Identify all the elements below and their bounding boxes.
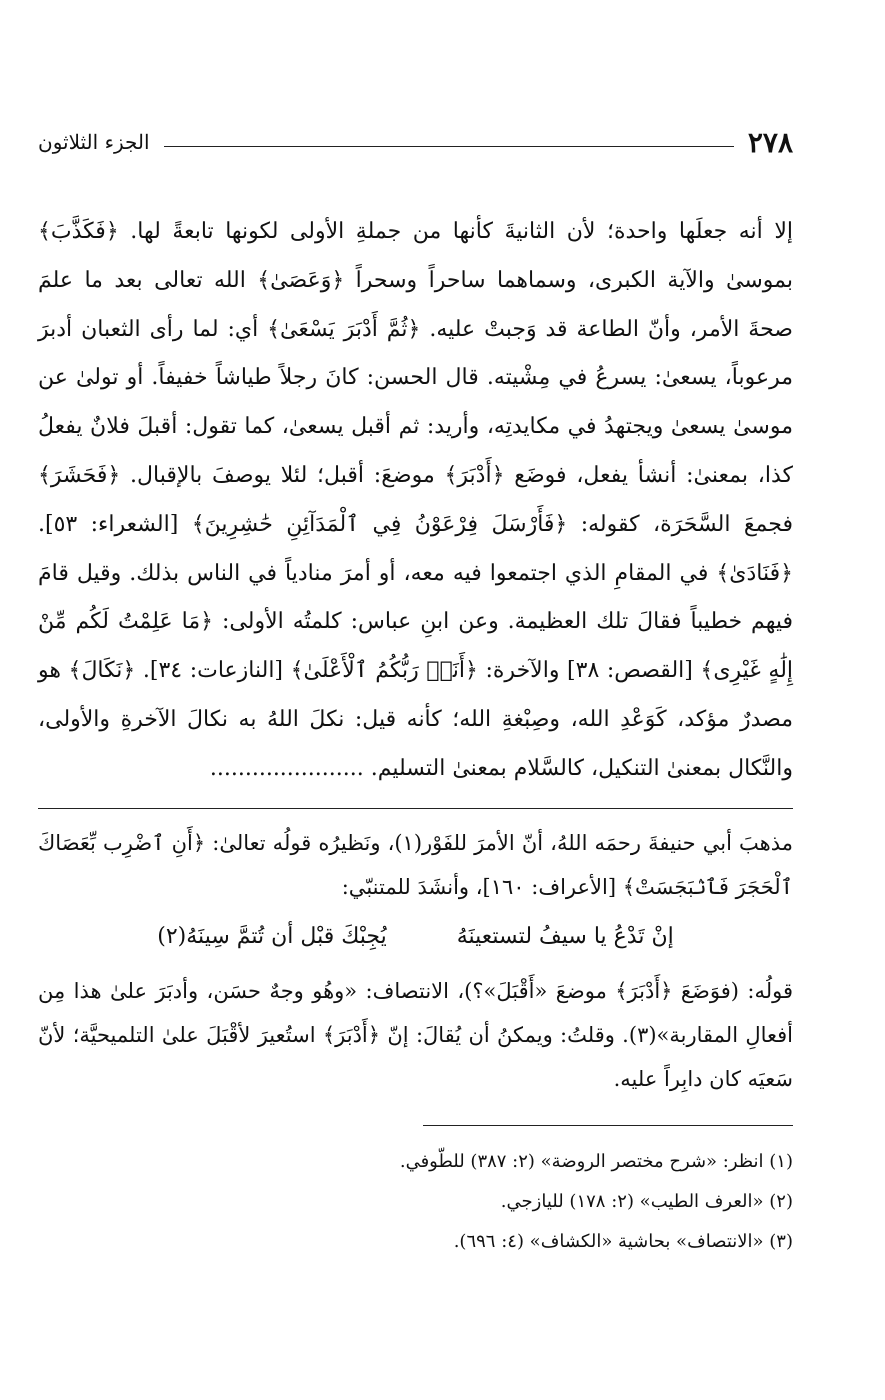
poetry-verse — [38, 915, 793, 959]
commentary — [38, 821, 793, 1101]
commentary-paragraph-1: مذهبَ أبي حنيفةَ رحمَه اللهُ، أنّ الأمرَ للفَوْر(١)، ونَظيرُه قولُه تعالىٰ: ﴿أَنِ ٱضْرِب بِّعَصَاكَ ٱلْحَجَرَ فَٱنۢبَجَسَتْ﴾ [الأعراف: ١٦٠]، وأنشَدَ للمتنبّي: — [38, 830, 793, 899]
footnote-2: (٢) «العرف الطيب» (٢: ١٧٨) لليازجي. — [500, 1190, 793, 1212]
verse-second-hemistich: يُجِبْكَ قبْل أن تُتمَّ سِينَهُ(٢) — [157, 923, 387, 949]
footnote-separator — [423, 1125, 793, 1126]
footnote-1: (١) انظر: «شرح مختصر الروضة» (٢: ٣٨٧) للطّوفي. — [399, 1150, 793, 1172]
header-rule — [164, 146, 734, 147]
book-page — [38, 120, 793, 1262]
running-title: الجزء الثلاثون — [38, 130, 150, 154]
footnote-3: (٣) «الانتصاف» بحاشية «الكشاف» (٤: ٦٩٦). — [453, 1230, 793, 1252]
footnotes — [38, 1142, 793, 1262]
commentary-paragraph-2: قولُه: (فوَضَعَ ﴿أَدْبَرَ﴾ موضعَ «أَقْبَلَ»؟)، الانتصاف: «وهُو وجهٌ حسَن، وأدبَرَ علىٰ هذا مِن أفعالِ المقاربة»(٣). وقلتُ: ويمكنُ أن يُقالَ: إنّ ﴿أَدْبَرَ﴾ استُعيرَ لأقْبَلَ علىٰ التلميحيَّة؛ لأنّ سَعيَه كان دابِراً عليه. — [38, 978, 793, 1091]
commentary-separator — [38, 808, 793, 809]
page-header — [38, 120, 793, 164]
main-text — [38, 208, 793, 794]
verse-first-hemistich: إنْ تَدْعُ يا سيفُ لتستعينَهُ — [456, 923, 674, 949]
main-paragraph: إلا أنه جعلَها واحدة؛ لأن الثانيةَ كأنها من جملةِ الأولى لكونها تابعةً لها. ﴿فَكَذَّبَ﴾ بموسىٰ والآية الكبرى، وسماهما ساحراً وسحراً ﴿وَعَصَىٰ﴾ الله تعالى بعد ما علمَ صحةَ الأمر، وأنّ الطاعة قد وَجبتْ عليه. ﴿ثُمَّ أَدْبَرَ يَسْعَىٰ﴾ أي: لما رأى الثعبان أدبرَ مرعوباً، يسعىٰ: يسرعُ في مِشْيته. قال الحسن: كانَ رجلاً طياشاً خفيفاً. أو تولىٰ عن موسىٰ يسعىٰ ويجتهدُ في مكايدتِه، وأريد: ثم أقبل يسعىٰ، كما تقول: أقبلَ فلانٌ يفعلُ كذا، بمعنىٰ: أنشأ يفعل، فوضَع ﴿أَدْبَرَ﴾ موضعَ: أقبل؛ لئلا يوصفَ بالإقبال. ﴿فَحَشَرَ﴾ فجمعَ السَّحَرَة، كقوله: ﴿فَأَرْسَلَ فِرْعَوْنُ فِي ٱلْمَدَآئِنِ حَٰشِرِينَ﴾ [الشعراء: ٥٣]. ﴿فَنَادَىٰ﴾ في المقامِ الذي اجتمعوا فيه معه، أو أمرَ منادياً في الناس بذلك. وقيل قامَ فيهم خطيباً فقالَ تلك العظيمة. وعن ابنِ عباس: كلمتُه الأولى: ﴿مَا عَلِمْتُ لَكُم مِّنْ إِلَٰهٍ غَيْرِى﴾ [القصص: ٣٨] والآخرة: ﴿أَنَا۠ رَبُّكُمُ ٱلْأَعْلَىٰ﴾ [النازعات: ٣٤]. ﴿نَكَالَ﴾ هو مصدرٌ مؤكد، كَوَعْدِ الله، وصِبْغةِ الله؛ كأنه قيل: نكلَ اللهُ به نكالَ الآخرةِ والأولى، والنَّكال بمعنىٰ التنكيل، كالسَّلام بمعنىٰ التسليم. ...................... — [38, 219, 794, 781]
page-number: ٢٧٨ — [747, 125, 793, 159]
